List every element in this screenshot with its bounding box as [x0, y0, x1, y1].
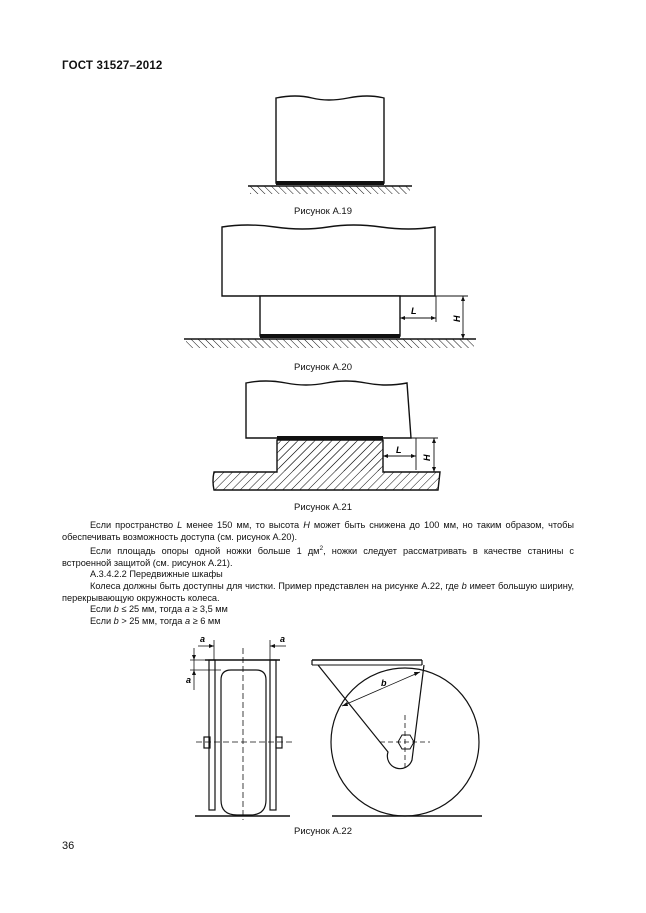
dim-label-l: L	[411, 306, 417, 316]
dim-label-l: L	[396, 445, 402, 455]
paragraph: Если пространство L менее 150 мм, то высота H может быть снижена до 100 мм, но таким образом, чтобы обеспечивать возможность доступа (см. рисунок А.20).	[62, 520, 574, 542]
figure-a21	[213, 381, 440, 490]
page-number: 36	[62, 840, 75, 852]
paragraph: Колеса должны быть доступны для чистки. Пример представлен на рисунке А.22, где b имеет большую ширину, перекрывающую окружность колеса.	[62, 581, 574, 603]
dim-label-a: a	[186, 675, 192, 685]
dim-label-a: a	[280, 634, 286, 644]
figure-a22-side-view	[312, 660, 482, 816]
body-text	[62, 520, 574, 627]
figure-caption: Рисунок А.22	[293, 826, 352, 837]
dim-label-b: b	[381, 678, 387, 688]
section-heading: А.3.4.2.2 Передвижные шкафы	[90, 569, 223, 580]
figure-caption: Рисунок А.21	[293, 502, 352, 513]
floor-hatching	[250, 186, 410, 194]
dim-label-a: a	[200, 634, 206, 644]
figure-a20	[184, 225, 476, 348]
figure-caption: Рисунок А.20	[293, 362, 352, 373]
figure-a22-front-view	[190, 640, 292, 820]
dim-label-h: H	[452, 315, 462, 322]
dim-label-h: H	[422, 454, 432, 461]
paragraph: Если b > 25 мм, тогда a ≥ 6 мм	[90, 615, 221, 626]
paragraph: Если площадь опоры одной ножки больше 1 $дм^2$, ножки следует рассматривать в качестве станины с встроенной защитой (см. рисунок А.21).	[62, 545, 574, 568]
document-header: ГОСТ 31527–2012	[62, 60, 163, 72]
figure-a19	[248, 96, 412, 194]
paragraph: Если b ≤ 25 мм, тогда a ≥ 3,5 мм	[90, 604, 228, 615]
figure-caption: Рисунок А.19	[293, 206, 352, 217]
